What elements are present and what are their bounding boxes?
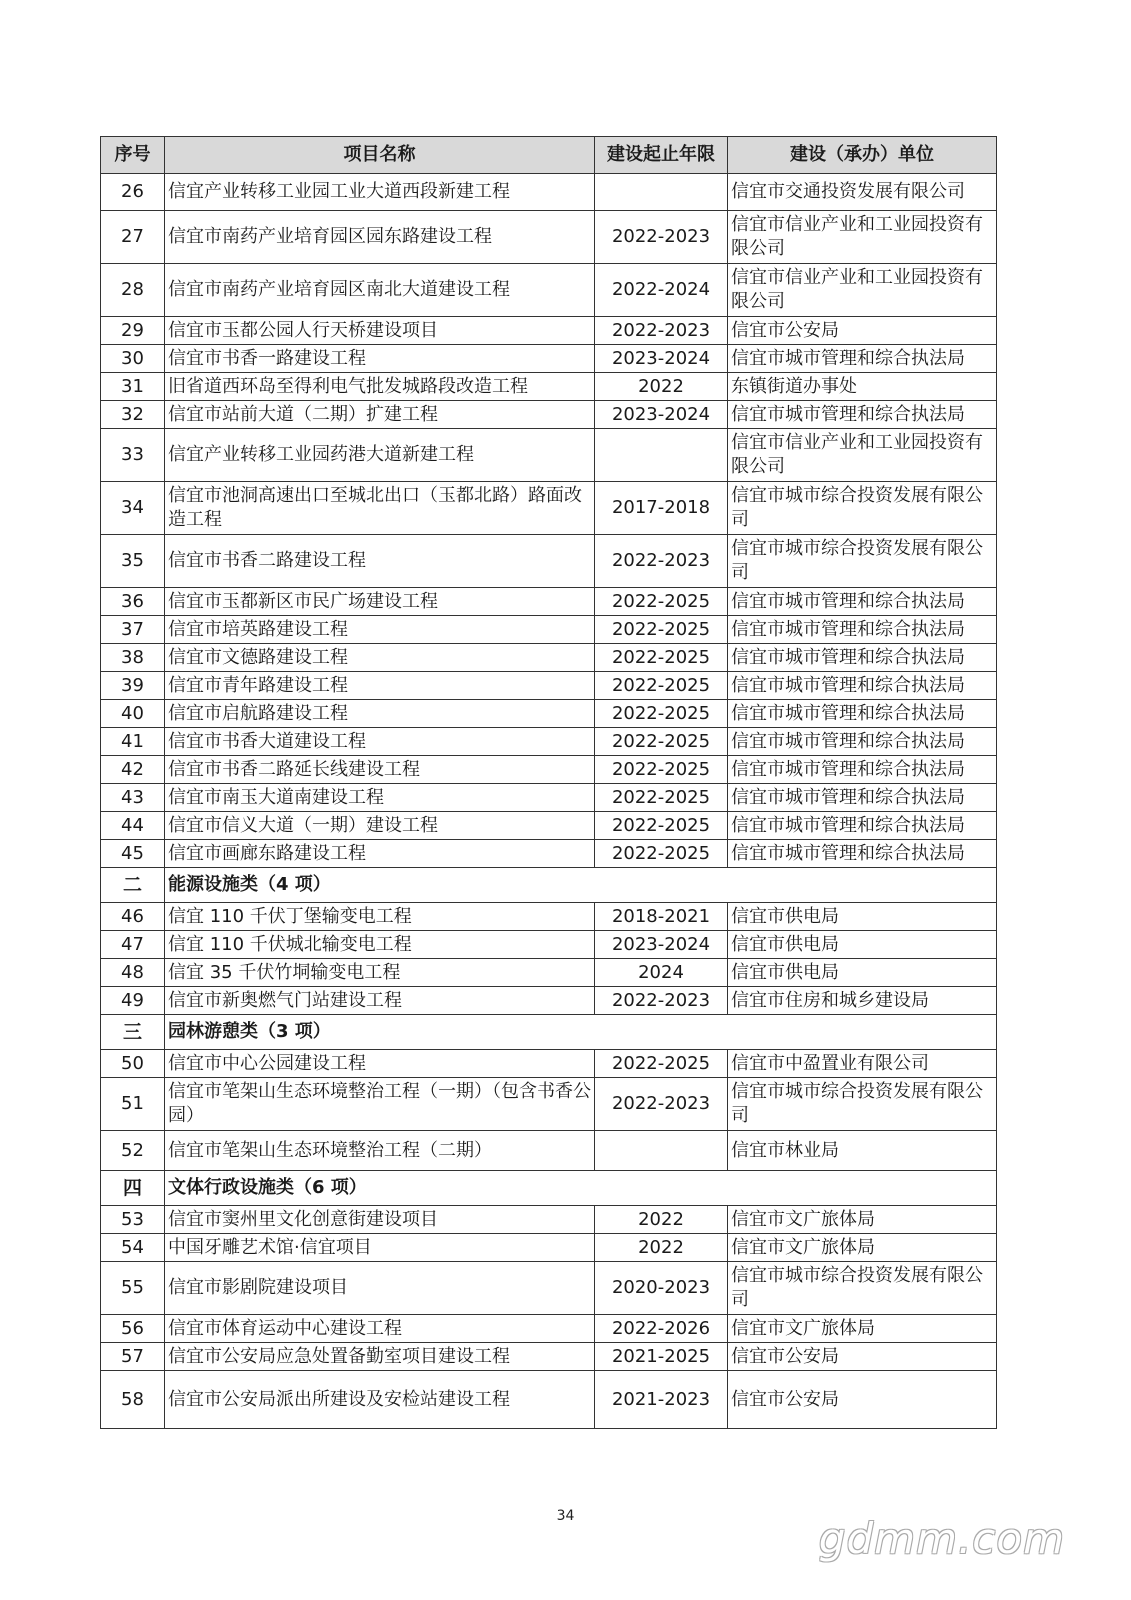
table-row [101, 959, 997, 987]
table-row [101, 535, 997, 588]
header-project-name: 项目名称 [165, 137, 595, 174]
row-years: 2022-2025 [595, 728, 728, 756]
row-serial: 37 [101, 616, 165, 644]
row-project-name: 信宜市窦州里文化创意街建设项目 [165, 1206, 595, 1234]
row-project-name: 信宜市南玉大道南建设工程 [165, 784, 595, 812]
row-project-name: 信宜市玉都公园人行天桥建设项目 [165, 317, 595, 345]
row-unit: 信宜市城市管理和综合执法局 [728, 644, 997, 672]
header-years: 建设起止年限 [595, 137, 728, 174]
row-serial: 43 [101, 784, 165, 812]
row-years: 2021-2025 [595, 1343, 728, 1371]
row-unit: 信宜市信业产业和工业园投资有限公司 [728, 429, 997, 482]
row-unit: 信宜市文广旅体局 [728, 1315, 997, 1343]
row-unit: 信宜市供电局 [728, 959, 997, 987]
row-years [595, 1131, 728, 1171]
row-serial: 47 [101, 931, 165, 959]
table-row [101, 700, 997, 728]
row-unit: 信宜市城市综合投资发展有限公司 [728, 482, 997, 535]
row-serial: 51 [101, 1078, 165, 1131]
row-years: 2024 [595, 959, 728, 987]
row-serial: 42 [101, 756, 165, 784]
table-row [101, 1131, 997, 1171]
row-unit: 信宜市文广旅体局 [728, 1206, 997, 1234]
row-years: 2022-2025 [595, 756, 728, 784]
row-serial: 49 [101, 987, 165, 1015]
table-row [101, 429, 997, 482]
row-years: 2022-2023 [595, 1078, 728, 1131]
row-years: 2017-2018 [595, 482, 728, 535]
table-row [101, 1262, 997, 1315]
row-project-name: 信宜市书香大道建设工程 [165, 728, 595, 756]
row-project-name: 信宜市中心公园建设工程 [165, 1050, 595, 1078]
table-row [101, 174, 997, 211]
table-row [101, 1234, 997, 1262]
row-serial: 50 [101, 1050, 165, 1078]
row-project-name: 信宜市站前大道（二期）扩建工程 [165, 401, 595, 429]
row-serial: 53 [101, 1206, 165, 1234]
row-years: 2018-2021 [595, 903, 728, 931]
row-project-name: 信宜市书香一路建设工程 [165, 345, 595, 373]
row-unit: 信宜市城市管理和综合执法局 [728, 812, 997, 840]
row-serial: 28 [101, 264, 165, 317]
row-project-name: 信宜 110 千伏丁堡输变电工程 [165, 903, 595, 931]
row-project-name: 信宜市公安局派出所建设及安检站建设工程 [165, 1371, 595, 1429]
row-serial: 56 [101, 1315, 165, 1343]
row-years: 2022 [595, 1234, 728, 1262]
row-serial: 48 [101, 959, 165, 987]
row-unit: 信宜市信业产业和工业园投资有限公司 [728, 264, 997, 317]
table-row [101, 211, 997, 264]
row-serial: 46 [101, 903, 165, 931]
section-number: 四 [101, 1171, 165, 1206]
row-years: 2022-2025 [595, 588, 728, 616]
row-unit: 信宜市中盈置业有限公司 [728, 1050, 997, 1078]
row-project-name: 信宜 110 千伏城北输变电工程 [165, 931, 595, 959]
row-serial: 39 [101, 672, 165, 700]
row-years: 2022-2025 [595, 840, 728, 868]
row-unit: 信宜市城市管理和综合执法局 [728, 401, 997, 429]
row-years: 2023-2024 [595, 401, 728, 429]
row-project-name: 信宜市书香二路延长线建设工程 [165, 756, 595, 784]
row-years: 2022-2025 [595, 1050, 728, 1078]
row-unit: 信宜市城市综合投资发展有限公司 [728, 1262, 997, 1315]
row-unit: 信宜市信业产业和工业园投资有限公司 [728, 211, 997, 264]
row-serial: 34 [101, 482, 165, 535]
watermark-logo: gdmm.com [818, 1514, 1065, 1563]
header-unit: 建设（承办）单位 [728, 137, 997, 174]
row-years: 2022-2025 [595, 700, 728, 728]
row-unit: 信宜市城市管理和综合执法局 [728, 728, 997, 756]
row-years: 2022-2023 [595, 317, 728, 345]
row-years: 2020-2023 [595, 1262, 728, 1315]
table-row [101, 1206, 997, 1234]
row-years: 2022-2023 [595, 535, 728, 588]
row-unit: 东镇街道办事处 [728, 373, 997, 401]
row-project-name: 信宜市新奥燃气门站建设工程 [165, 987, 595, 1015]
table-row [101, 373, 997, 401]
row-unit: 信宜市城市管理和综合执法局 [728, 840, 997, 868]
table-row [101, 987, 997, 1015]
table-row [101, 345, 997, 373]
row-project-name: 信宜市池洞高速出口至城北出口（玉都北路）路面改造工程 [165, 482, 595, 535]
row-project-name: 信宜市笔架山生态环境整治工程（二期） [165, 1131, 595, 1171]
row-unit: 信宜市文广旅体局 [728, 1234, 997, 1262]
row-serial: 32 [101, 401, 165, 429]
row-years: 2022-2026 [595, 1315, 728, 1343]
row-project-name: 信宜市公安局应急处置备勤室项目建设工程 [165, 1343, 595, 1371]
row-serial: 36 [101, 588, 165, 616]
row-years: 2022-2024 [595, 264, 728, 317]
section-row [101, 1171, 997, 1206]
table-row [101, 588, 997, 616]
row-unit: 信宜市城市管理和综合执法局 [728, 616, 997, 644]
row-unit: 信宜市城市管理和综合执法局 [728, 784, 997, 812]
row-years: 2022 [595, 373, 728, 401]
section-row [101, 868, 997, 903]
row-project-name: 信宜 35 千伏竹垌输变电工程 [165, 959, 595, 987]
row-years: 2022-2025 [595, 784, 728, 812]
row-serial: 55 [101, 1262, 165, 1315]
table-row [101, 1315, 997, 1343]
row-project-name: 信宜市南药产业培育园区园东路建设工程 [165, 211, 595, 264]
table-row [101, 1343, 997, 1371]
row-unit: 信宜市公安局 [728, 317, 997, 345]
row-years: 2023-2024 [595, 931, 728, 959]
row-project-name: 信宜市体育运动中心建设工程 [165, 1315, 595, 1343]
row-years [595, 174, 728, 211]
section-row [101, 1015, 997, 1050]
table-row [101, 840, 997, 868]
table-row [101, 756, 997, 784]
row-serial: 27 [101, 211, 165, 264]
row-years: 2022-2025 [595, 672, 728, 700]
table-row [101, 264, 997, 317]
row-serial: 35 [101, 535, 165, 588]
row-serial: 30 [101, 345, 165, 373]
row-unit: 信宜市交通投资发展有限公司 [728, 174, 997, 211]
row-serial: 29 [101, 317, 165, 345]
table-row [101, 644, 997, 672]
row-years: 2022-2025 [595, 644, 728, 672]
table-row [101, 1078, 997, 1131]
row-unit: 信宜市城市管理和综合执法局 [728, 672, 997, 700]
row-unit: 信宜市城市管理和综合执法局 [728, 700, 997, 728]
section-title: 园林游憩类（3 项） [165, 1015, 997, 1050]
table-row [101, 728, 997, 756]
row-serial: 52 [101, 1131, 165, 1171]
row-serial: 54 [101, 1234, 165, 1262]
row-serial: 45 [101, 840, 165, 868]
row-project-name: 信宜市玉都新区市民广场建设工程 [165, 588, 595, 616]
row-years: 2022-2023 [595, 211, 728, 264]
row-unit: 信宜市城市管理和综合执法局 [728, 588, 997, 616]
row-project-name: 信宜产业转移工业园工业大道西段新建工程 [165, 174, 595, 211]
table-row [101, 784, 997, 812]
row-years: 2022 [595, 1206, 728, 1234]
table-row [101, 1050, 997, 1078]
row-years: 2022-2025 [595, 812, 728, 840]
row-unit: 信宜市公安局 [728, 1343, 997, 1371]
table-row [101, 1371, 997, 1429]
row-years: 2023-2024 [595, 345, 728, 373]
section-title: 能源设施类（4 项） [165, 868, 997, 903]
row-serial: 44 [101, 812, 165, 840]
row-project-name: 信宜市信义大道（一期）建设工程 [165, 812, 595, 840]
table-header-row [101, 137, 997, 174]
row-unit: 信宜市城市综合投资发展有限公司 [728, 1078, 997, 1131]
row-serial: 31 [101, 373, 165, 401]
row-unit: 信宜市公安局 [728, 1371, 997, 1429]
table-row [101, 812, 997, 840]
row-serial: 57 [101, 1343, 165, 1371]
row-unit: 信宜市住房和城乡建设局 [728, 987, 997, 1015]
row-unit: 信宜市供电局 [728, 903, 997, 931]
row-project-name: 信宜市笔架山生态环境整治工程（一期）（包含书香公园） [165, 1078, 595, 1131]
row-project-name: 信宜市南药产业培育园区南北大道建设工程 [165, 264, 595, 317]
table-row [101, 317, 997, 345]
table-row [101, 672, 997, 700]
row-project-name: 信宜产业转移工业园药港大道新建工程 [165, 429, 595, 482]
table-row [101, 931, 997, 959]
row-serial: 38 [101, 644, 165, 672]
row-project-name: 信宜市青年路建设工程 [165, 672, 595, 700]
row-unit: 信宜市林业局 [728, 1131, 997, 1171]
row-years: 2022-2023 [595, 987, 728, 1015]
row-project-name: 信宜市培英路建设工程 [165, 616, 595, 644]
row-project-name: 旧省道西环岛至得利电气批发城路段改造工程 [165, 373, 595, 401]
section-number: 二 [101, 868, 165, 903]
project-table [100, 136, 997, 1429]
row-unit: 信宜市城市管理和综合执法局 [728, 756, 997, 784]
row-serial: 40 [101, 700, 165, 728]
row-serial: 33 [101, 429, 165, 482]
row-serial: 58 [101, 1371, 165, 1429]
table-row [101, 401, 997, 429]
row-project-name: 信宜市书香二路建设工程 [165, 535, 595, 588]
row-unit: 信宜市城市管理和综合执法局 [728, 345, 997, 373]
row-years [595, 429, 728, 482]
row-years: 2022-2025 [595, 616, 728, 644]
row-serial: 26 [101, 174, 165, 211]
row-years: 2021-2023 [595, 1371, 728, 1429]
row-project-name: 信宜市启航路建设工程 [165, 700, 595, 728]
table-body [101, 174, 997, 1429]
row-project-name: 中国牙雕艺术馆·信宜项目 [165, 1234, 595, 1262]
section-title: 文体行政设施类（6 项） [165, 1171, 997, 1206]
table-row [101, 482, 997, 535]
header-serial: 序号 [101, 137, 165, 174]
table-row [101, 903, 997, 931]
table-row [101, 616, 997, 644]
row-project-name: 信宜市影剧院建设项目 [165, 1262, 595, 1315]
page-number: 34 [556, 1508, 575, 1524]
row-unit: 信宜市城市综合投资发展有限公司 [728, 535, 997, 588]
section-number: 三 [101, 1015, 165, 1050]
row-serial: 41 [101, 728, 165, 756]
row-unit: 信宜市供电局 [728, 931, 997, 959]
row-project-name: 信宜市画廊东路建设工程 [165, 840, 595, 868]
row-project-name: 信宜市文德路建设工程 [165, 644, 595, 672]
